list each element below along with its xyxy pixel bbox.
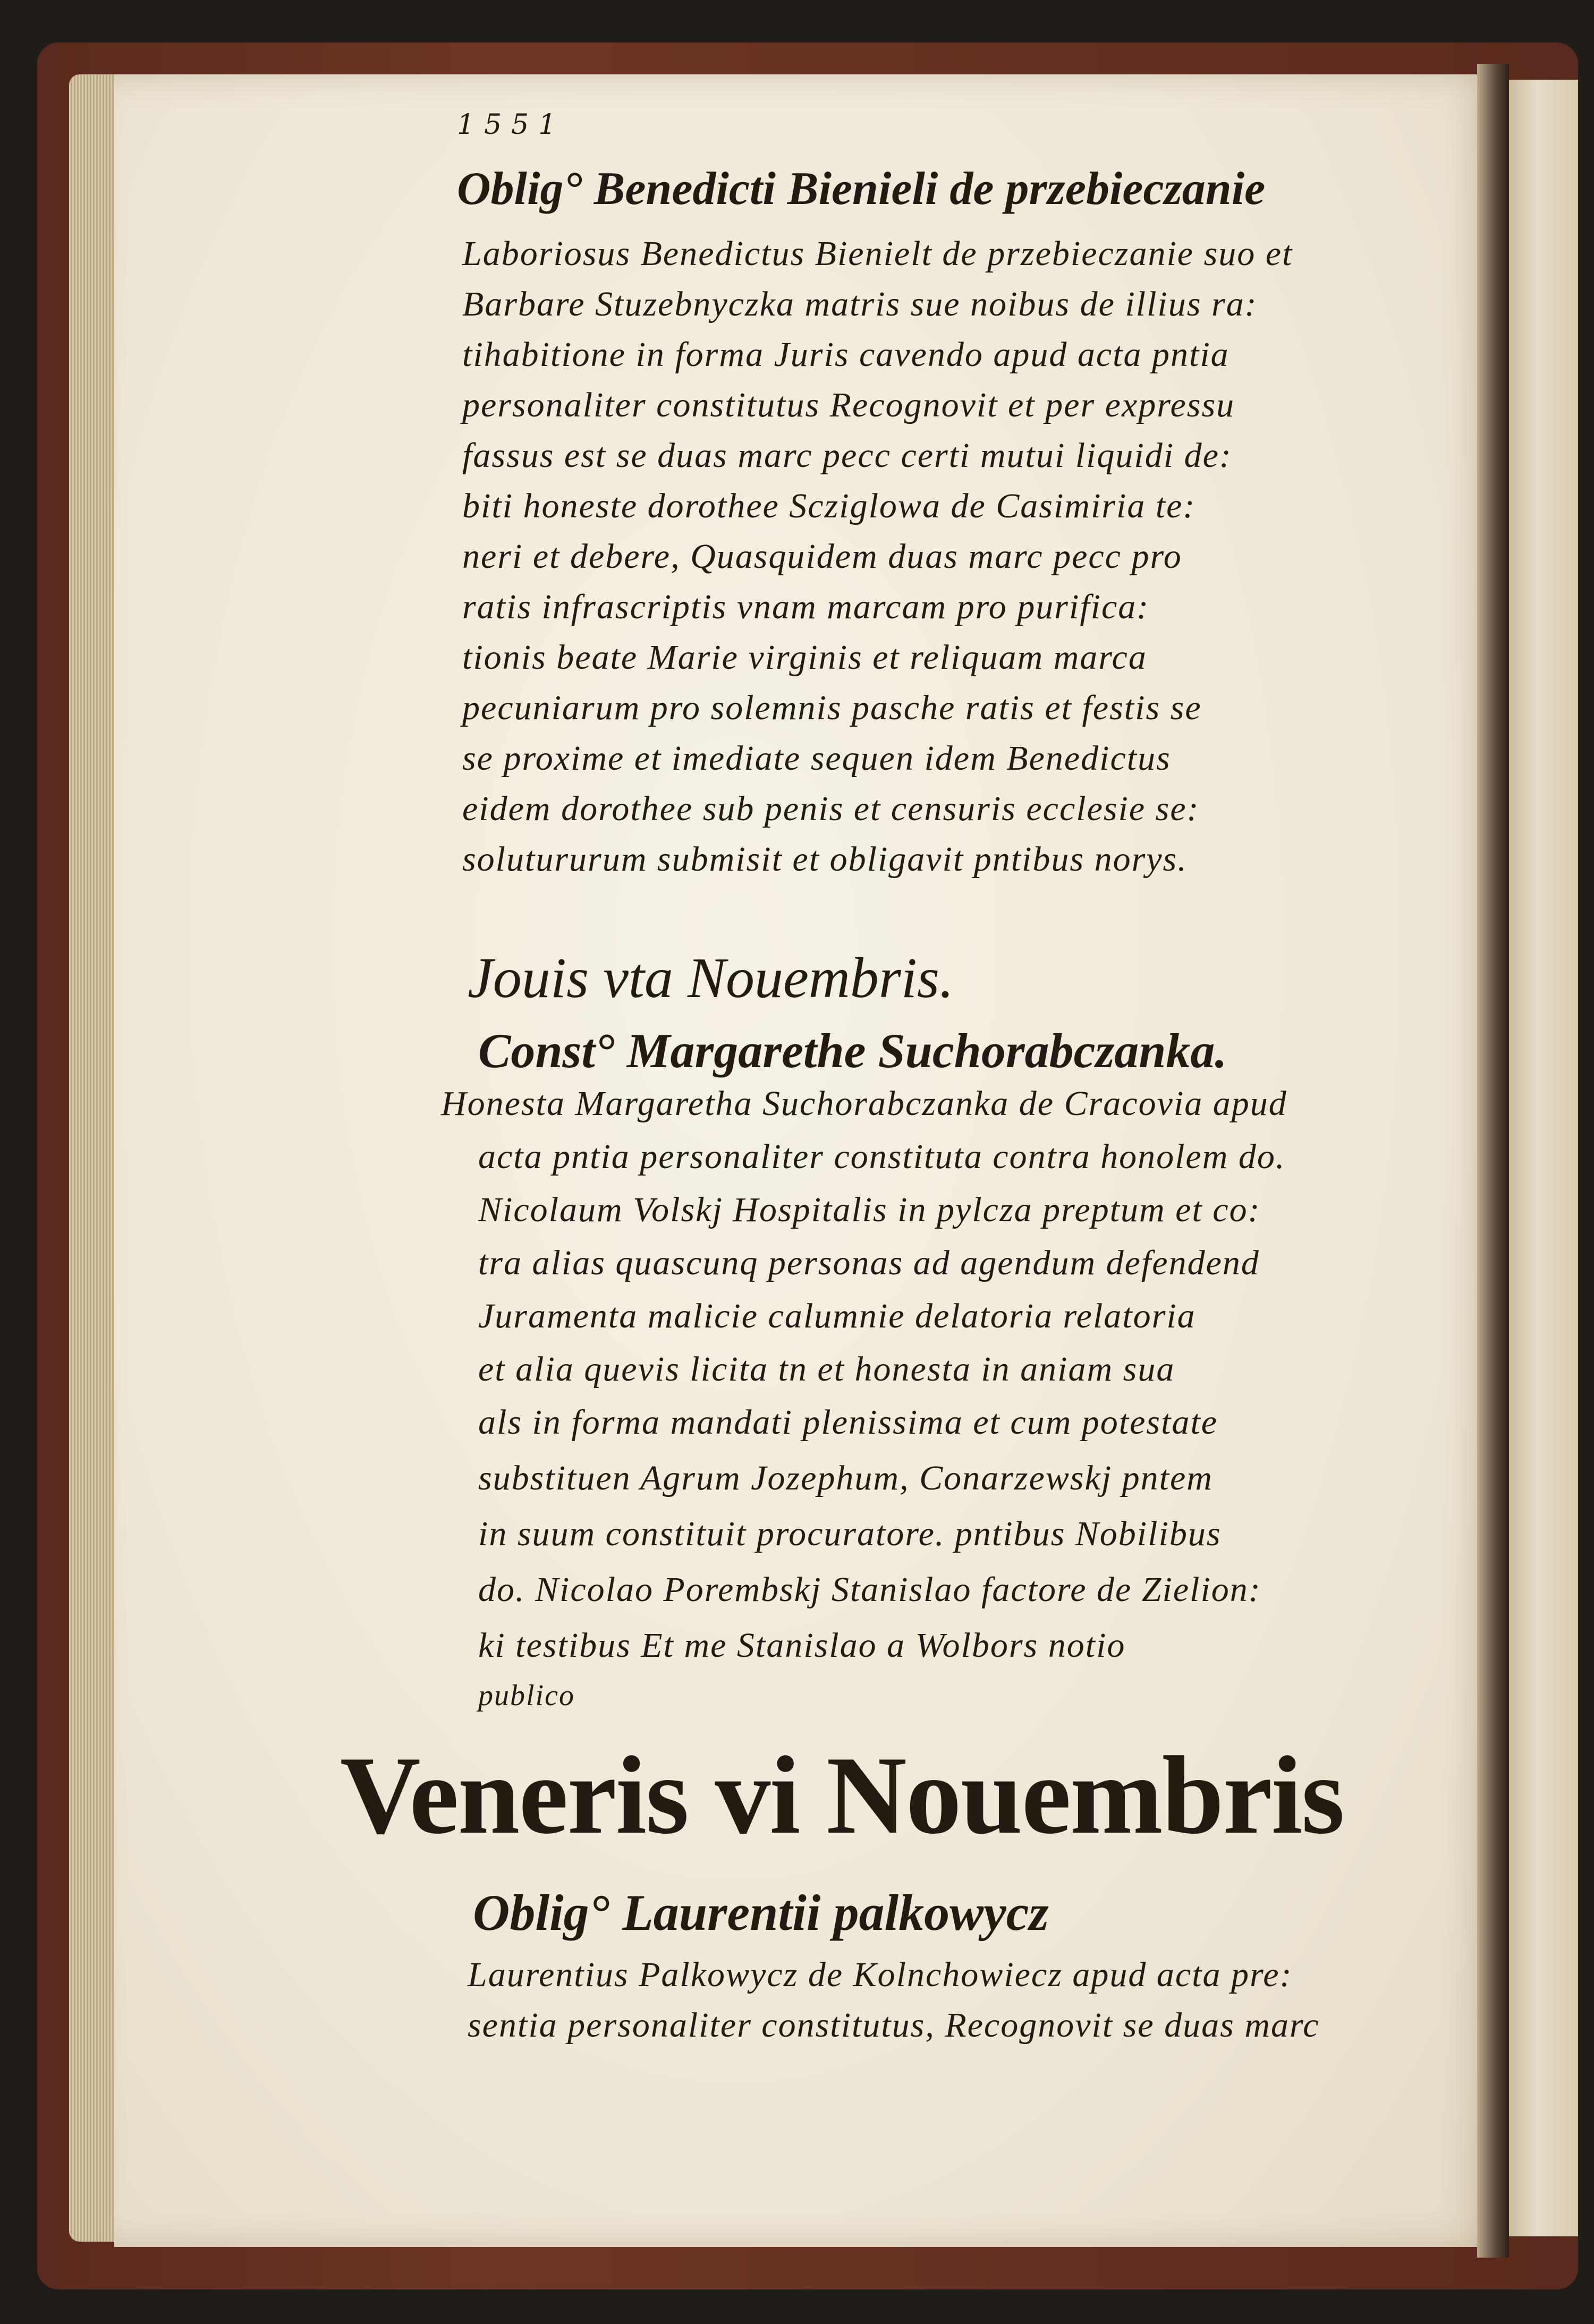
date-heading-large: Veneris vi Nouembris	[340, 1734, 1344, 1857]
entry-line: acta pntia personaliter constituta contra honolem do.	[478, 1137, 1286, 1176]
entry-line: in suum constituit procuratore. pntibus Nobilibus	[478, 1514, 1222, 1553]
entry-line: Barbare Stuzebnyczka matris sue noibus de illius ra:	[462, 285, 1258, 324]
entry-line: personaliter constitutus Recognovit et per expressu	[462, 386, 1235, 424]
entry-line: als in forma mandati plenissima et cum potestate	[478, 1403, 1218, 1442]
entry-line: Nicolaum Volskj Hospitalis in pylcza preptum et co:	[478, 1190, 1261, 1229]
entry-heading: Oblig° Laurentii palkowycz	[473, 1884, 1049, 1941]
date-heading: Jouis vta Nouembris.	[468, 947, 954, 1010]
folio-number: 1551	[457, 109, 566, 141]
entry-line: pecuniarum pro solemnis pasche ratis et festis se	[462, 688, 1202, 727]
entry-line: solutururum submisit et obligavit pntibus norys.	[462, 840, 1188, 879]
entry-line: Laurentius Palkowycz de Kolnchowiecz apud acta pre:	[468, 1955, 1293, 1994]
entry-line: ratis infrascriptis vnam marcam pro purifica:	[462, 588, 1150, 626]
entry-line: ki testibus Et me Stanislao a Wolbors notio	[478, 1626, 1126, 1665]
entry-line: se proxime et imediate sequen idem Benedictus	[462, 739, 1171, 778]
entry-line: neri et debere, Quasquidem duas marc pecc pro	[462, 537, 1182, 576]
entry-line: biti honeste dorothee Scziglowa de Casimiria te:	[462, 487, 1196, 525]
entry-line: Juramenta malicie calumnie delatoria relatoria	[478, 1297, 1196, 1335]
entry-line: Laboriosus Benedictus Bienielt de przebieczanie suo et	[462, 234, 1293, 273]
entry-line: tihabitione in forma Juris cavendo apud acta pntia	[462, 335, 1230, 374]
entry-line: fassus est se duas marc pecc certi mutui liquidi de:	[462, 436, 1232, 475]
book-gutter	[1477, 64, 1509, 2258]
entry-line: et alia quevis licita tn et honesta in aniam sua	[478, 1350, 1175, 1389]
facing-page-edge	[1509, 80, 1578, 2236]
entry-line: tionis beate Marie virginis et reliquam marca	[462, 638, 1147, 677]
entry-line: tra alias quascunq personas ad agendum defendend	[478, 1244, 1260, 1282]
entry-line: do. Nicolao Porembskj Stanislao factore de Zielion:	[478, 1570, 1261, 1609]
entry-line: sentia personaliter constitutus, Recognovit se duas marc	[468, 2006, 1320, 2045]
entry-line: substituen Agrum Jozephum, Conarzewskj pntem	[478, 1459, 1213, 1497]
entry-heading: Const° Margarethe Suchorabczanka.	[478, 1024, 1227, 1078]
entry-line: publico	[478, 1679, 575, 1712]
entry-line: eidem dorothee sub penis et censuris ecclesie se:	[462, 789, 1200, 828]
entry-heading: Oblig° Benedicti Bienieli de przebieczanie	[457, 163, 1266, 215]
entry-line: Honesta Margaretha Suchorabczanka de Cracovia apud	[441, 1084, 1287, 1123]
